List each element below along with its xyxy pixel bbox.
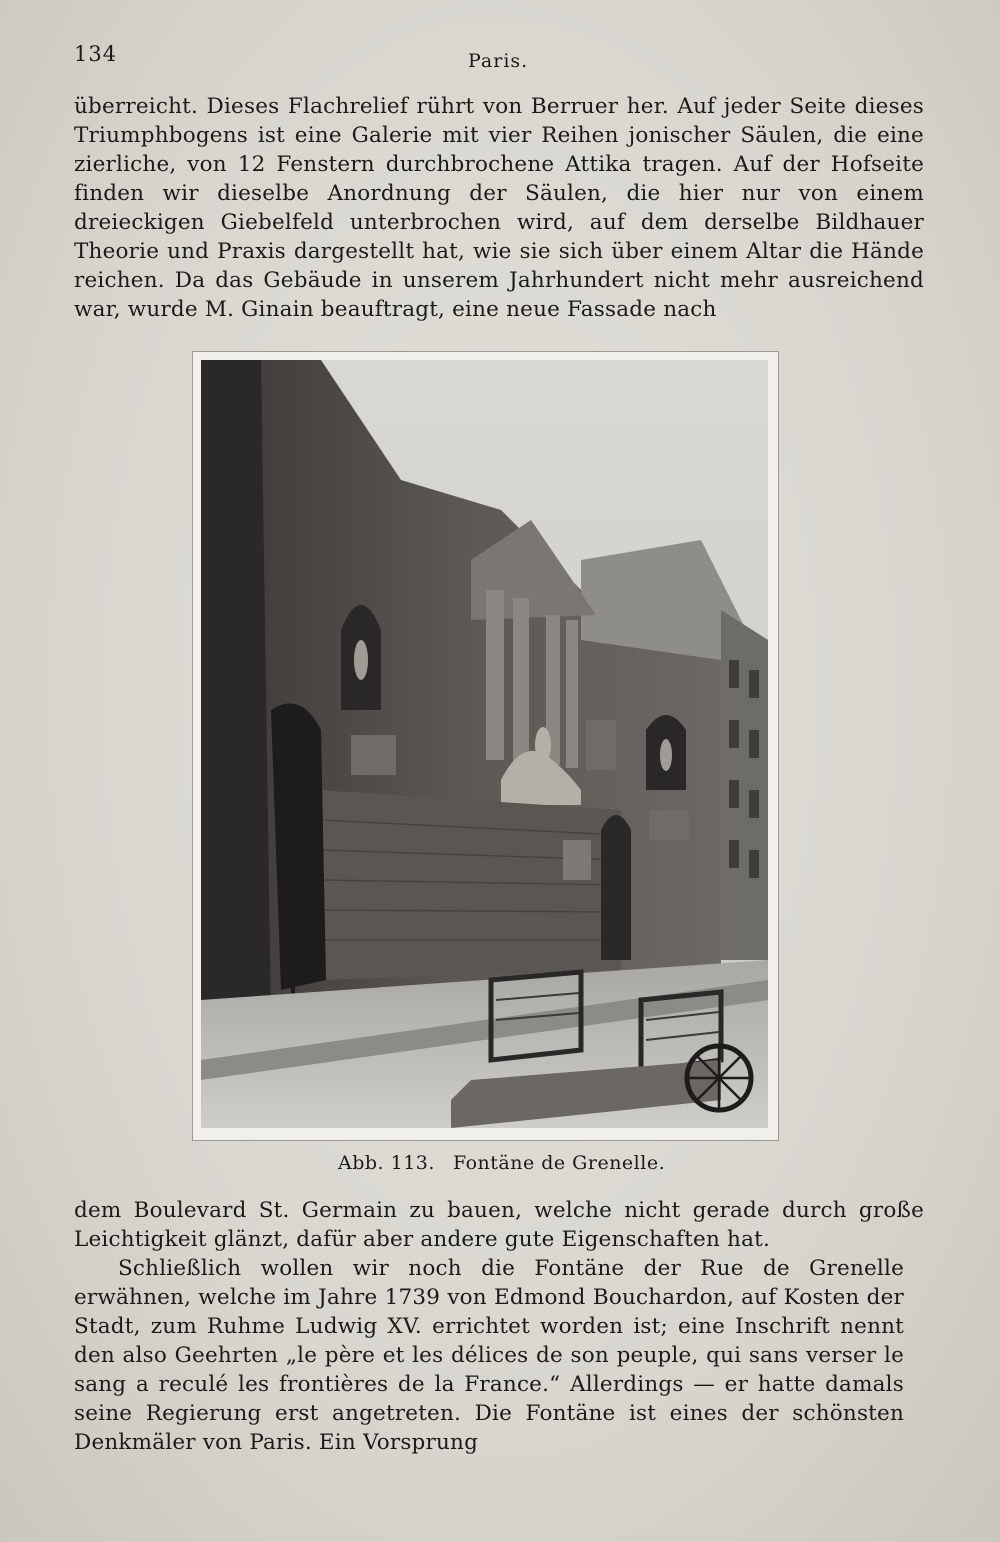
page-number: 134 xyxy=(74,42,118,66)
photograph-fontaine-de-grenelle xyxy=(201,360,768,1128)
figure xyxy=(193,352,778,1140)
body-paragraph-bottom-2: Schließlich wollen wir noch die Fontäne der Rue de Grenelle erwähnen, welche im Jahre 1739 von Edmond Bouchardon, auf Kosten der Stadt, zum Ruhme Ludwig XV. errichtet worden ist; eine Inschrift nennt den also Geehrten „le père et les délices de son peuple, qui sans verser le sang a reculé les frontières de la France.“ Allerdings — er hatte damals seine Regierung erst angetreten. Die Fontäne ist eines der schönsten Denkmäler von Paris. Ein Vorsprung xyxy=(74,1256,904,1455)
body-paragraph-top: überreicht. Dieses Flachrelief rührt von Berruer her. Auf jeder Seite dieses Triumphbogens ist eine Galerie mit vier Reihen jonischer Säulen, die eine zierliche, von 12 Fenstern durchbrochene Attika tragen. Auf der Hofseite finden wir dieselbe Anordnung der Säulen, die hier nur von einem dreieckigen Giebelfeld unterbrochen wird, auf dem derselbe Bildhauer Theorie und Praxis dargestellt hat, wie sie sich über einem Altar die Hände reichen. Da das Gebäude in unserem Jahrhundert nicht mehr ausreichend war, wurde M. Ginain beauftragt, eine neue Fassade nach xyxy=(74,94,924,322)
caption-label: Abb. 113. xyxy=(338,1152,435,1174)
body-paragraph-bottom-1: dem Boulevard St. Germain zu bauen, welche nicht gerade durch große Leichtigkeit glänzt, dafür aber andere gute Eigenschaften hat. xyxy=(74,1198,924,1252)
caption-title: Fontäne de Grenelle. xyxy=(452,1152,666,1174)
running-head: Paris. xyxy=(468,50,529,72)
figure-caption xyxy=(338,1152,683,1174)
